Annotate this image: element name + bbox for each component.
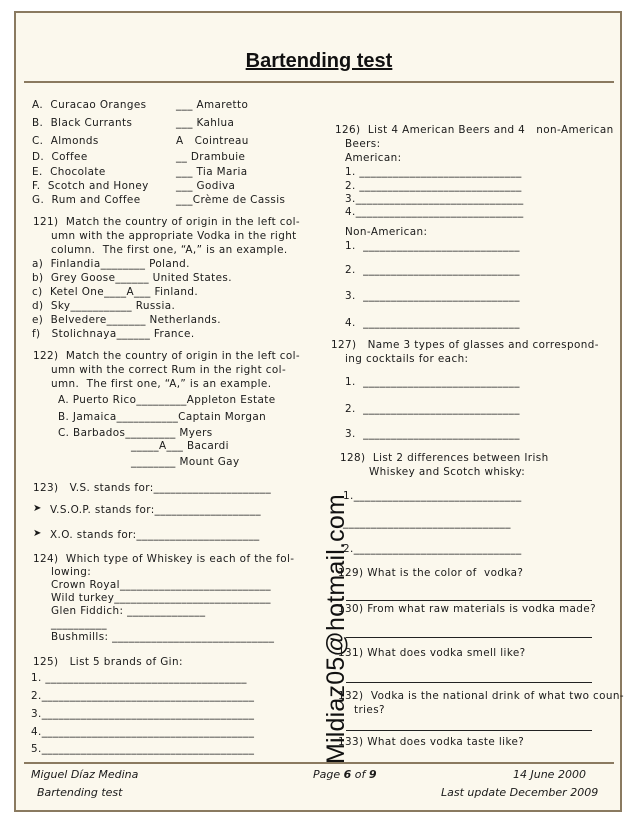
q121-item-c[interactable]: c) Ketel One____A___ Finland. bbox=[32, 286, 199, 298]
q132-answer-line[interactable] bbox=[346, 730, 592, 731]
q126-american-3[interactable]: 3.______________________________ bbox=[345, 193, 524, 205]
q129-answer-line[interactable] bbox=[346, 600, 592, 601]
q121-item-a[interactable]: a) Finlandia________ Poland. bbox=[32, 258, 190, 270]
q128-item-1b[interactable]: ______________________________ bbox=[343, 517, 511, 529]
q121-line-1: 121) Match the country of origin in the left col- bbox=[33, 216, 301, 228]
q126-non-american-label: Non-American: bbox=[345, 226, 428, 238]
q124-crown-royal[interactable]: Crown Royal___________________________ bbox=[51, 579, 272, 591]
match-right-7[interactable]: ___Crème de Cassis bbox=[176, 194, 286, 206]
q130-answer-line[interactable] bbox=[346, 637, 592, 638]
match-left-c: C. Almonds bbox=[32, 135, 99, 147]
q122-line-2: umn with the correct Rum in the right col- bbox=[51, 364, 287, 376]
q132-line-1: 132) Vodka is the national drink of what two coun- bbox=[338, 690, 625, 702]
q121-item-d[interactable]: d) Sky___________ Russia. bbox=[32, 300, 176, 312]
header-rule bbox=[24, 81, 614, 83]
q127-item-3[interactable]: 3. ____________________________ bbox=[345, 428, 520, 440]
q126-line-2: Beers: bbox=[345, 138, 381, 150]
match-right-4[interactable]: __ Drambuie bbox=[176, 151, 246, 163]
q127-item-1[interactable]: 1. ____________________________ bbox=[345, 376, 520, 388]
footer-page-number: 6 bbox=[343, 768, 352, 781]
q127-line-1: 127) Name 3 types of glasses and correspond- bbox=[331, 339, 599, 351]
q128-line-2: Whiskey and Scotch whisky: bbox=[369, 466, 526, 478]
q122-line-3: umn. The first one, “A,” is an example. bbox=[51, 378, 272, 390]
q126-non-1[interactable]: 1. ____________________________ bbox=[345, 240, 520, 252]
q130-text: 130) From what raw materials is vodka made? bbox=[338, 603, 596, 615]
q124-glen-fiddich[interactable]: Glen Fiddich: ______________ bbox=[51, 605, 206, 617]
email-watermark: Mildiaz05@hotmail.com bbox=[322, 494, 350, 764]
match-left-a: A. Curacao Oranges bbox=[32, 99, 147, 111]
q121-item-b[interactable]: b) Grey Goose______ United States. bbox=[32, 272, 232, 284]
match-right-1[interactable]: ___ Amaretto bbox=[176, 99, 249, 111]
match-right-6[interactable]: ___ Godiva bbox=[176, 180, 236, 192]
q128-item-2[interactable]: 2.______________________________ bbox=[343, 543, 522, 555]
q127-item-2[interactable]: 2. ____________________________ bbox=[345, 403, 520, 415]
q124-blank[interactable]: __________ bbox=[51, 618, 107, 630]
q126-american-label: American: bbox=[345, 152, 402, 164]
q124-line-1: 124) Which type of Whiskey is each of the fol- bbox=[33, 553, 295, 565]
q126-american-4[interactable]: 4.______________________________ bbox=[345, 206, 524, 218]
q121-item-e[interactable]: e) Belvedere_______ Netherlands. bbox=[32, 314, 221, 326]
q126-non-4[interactable]: 4. ____________________________ bbox=[345, 317, 520, 329]
q126-non-3[interactable]: 3. ____________________________ bbox=[345, 290, 520, 302]
q126-american-2[interactable]: 2. _____________________________ bbox=[345, 180, 522, 192]
q123-xo[interactable]: X.O. stands for:______________________ bbox=[50, 529, 260, 541]
footer-author: Miguel Díaz Medina bbox=[31, 768, 139, 781]
match-left-b: B. Black Currants bbox=[32, 117, 133, 129]
q122-item-c[interactable]: C. Barbados_________ Myers bbox=[58, 427, 213, 439]
q121-item-f[interactable]: f) Stolichnaya______ France. bbox=[32, 328, 195, 340]
footer-updated: Last update December 2009 bbox=[441, 786, 599, 799]
q132-line-2: tries? bbox=[354, 704, 385, 716]
bullet-arrow-icon: ➤ bbox=[33, 528, 42, 539]
q121-line-3: column. The first one, “A,” is an example. bbox=[51, 244, 288, 256]
q125-text: 125) List 5 brands of Gin: bbox=[33, 656, 183, 668]
q123-text[interactable]: 123) V.S. stands for:_____________________ bbox=[33, 482, 272, 494]
q128-line-1: 128) List 2 differences between Irish bbox=[340, 452, 549, 464]
match-right-5[interactable]: ___ Tia Maria bbox=[176, 166, 248, 178]
match-left-g: G. Rum and Coffee bbox=[32, 194, 141, 206]
q125-line-5[interactable]: 5.______________________________________ bbox=[31, 743, 255, 755]
q122-item-mountgay[interactable]: ________ Mount Gay bbox=[131, 456, 240, 468]
q124-bushmills[interactable]: Bushmills: _____________________________ bbox=[51, 631, 275, 643]
q126-non-2[interactable]: 2. ____________________________ bbox=[345, 264, 520, 276]
q133-text: 133) What does vodka taste like? bbox=[338, 736, 525, 748]
match-right-3[interactable]: A Cointreau bbox=[176, 135, 249, 147]
q122-line-1: 122) Match the country of origin in the left col- bbox=[33, 350, 301, 362]
footer-subject: Bartending test bbox=[37, 786, 123, 799]
q124-wild-turkey[interactable]: Wild turkey____________________________ bbox=[51, 592, 271, 604]
page-title: Bartending test bbox=[245, 50, 393, 72]
q131-text: 131) What does vodka smell like? bbox=[338, 647, 526, 659]
q125-line-4[interactable]: 4.______________________________________ bbox=[31, 726, 255, 738]
q121-line-2: umn with the appropriate Vodka in the right bbox=[51, 230, 297, 242]
q123-vsop[interactable]: V.S.O.P. stands for:___________________ bbox=[50, 504, 261, 516]
q128-item-1[interactable]: 1.______________________________ bbox=[343, 490, 522, 502]
q122-item-b[interactable]: B. Jamaica___________Captain Morgan bbox=[58, 411, 267, 423]
q122-item-a[interactable]: A. Puerto Rico_________Appleton Estate bbox=[58, 394, 276, 406]
footer-date: 14 June 2000 bbox=[513, 768, 586, 781]
match-left-d: D. Coffee bbox=[32, 151, 88, 163]
footer-page bbox=[313, 768, 377, 781]
match-left-f: F. Scotch and Honey bbox=[32, 180, 149, 192]
q125-line-2[interactable]: 2.______________________________________ bbox=[31, 690, 255, 702]
q127-line-2: ing cocktails for each: bbox=[345, 353, 469, 365]
footer-page-of: of bbox=[351, 768, 369, 781]
q126-line-1: 126) List 4 American Beers and 4 non-American bbox=[335, 124, 614, 136]
match-left-e: E. Chocolate bbox=[32, 166, 106, 178]
q126-american-1[interactable]: 1. _____________________________ bbox=[345, 166, 522, 178]
q131-answer-line[interactable] bbox=[346, 682, 592, 683]
q124-line-2: lowing: bbox=[51, 566, 92, 578]
footer-rule bbox=[24, 762, 614, 764]
q125-line-1[interactable]: 1. ____________________________________ bbox=[31, 672, 247, 684]
q129-text: 129) What is the color of vodka? bbox=[338, 567, 524, 579]
footer-page-total: 9 bbox=[368, 768, 377, 781]
q125-line-3[interactable]: 3.______________________________________ bbox=[31, 708, 255, 720]
q122-item-bacardi[interactable]: _____A___ Bacardi bbox=[131, 440, 229, 452]
match-right-2[interactable]: ___ Kahlua bbox=[176, 117, 235, 129]
bullet-arrow-icon: ➤ bbox=[33, 503, 42, 514]
footer-page-prefix: Page bbox=[313, 768, 344, 781]
